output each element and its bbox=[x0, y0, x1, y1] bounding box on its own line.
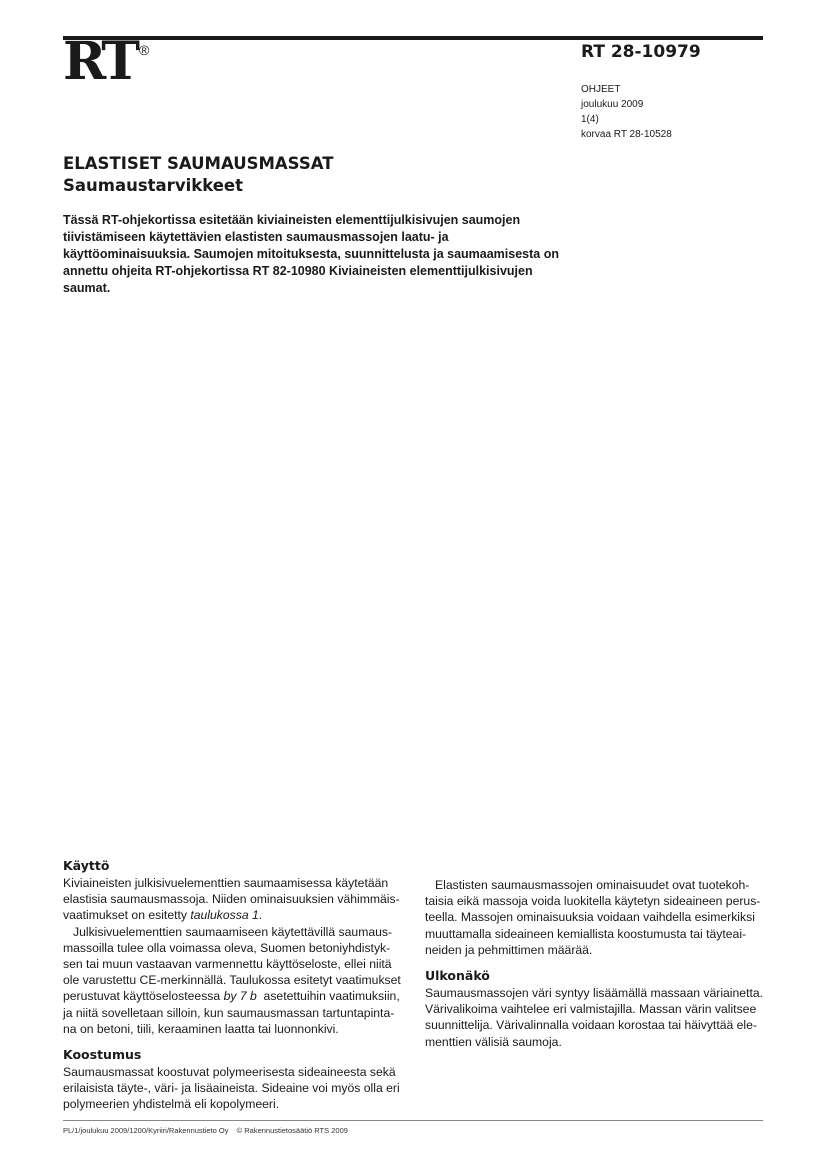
certificate-reference: by 7 b bbox=[223, 989, 257, 1004]
lead-line: tiivistämiseen käytettävien elastisten saumausmassojen laatu- ja bbox=[63, 230, 449, 244]
text-span: asetettuihin vaatimuksiin, bbox=[256, 989, 400, 1004]
lead-line: annettu ohjeita RT-ohjekortissa RT 82-10980 Kiviaineisten elementtijulkisivujen bbox=[63, 264, 533, 278]
text-line: Saumausmassojen väri syntyy lisäämällä massaan väriainetta. bbox=[425, 986, 764, 1001]
text-span: perustuvat käyttöselosteessa bbox=[63, 989, 224, 1004]
text-line: massoilla tulee olla voimassa oleva, Suomen betoniyhdistyk- bbox=[63, 940, 391, 955]
properties-paragraph bbox=[425, 877, 765, 958]
header-rule bbox=[63, 36, 763, 40]
text-line: erilaisista täyte-, väri- ja lisäaineista. Sideaine voi myös olla eri bbox=[63, 1081, 400, 1096]
lead-paragraph bbox=[63, 212, 559, 297]
table-reference: taulukossa 1 bbox=[190, 908, 259, 923]
kaytto-paragraph-2 bbox=[63, 924, 403, 1037]
text-line: neiden ja pehmittimen määrää. bbox=[425, 942, 593, 957]
text-line: Värivalikoima vaihtelee eri valmistajilla. Massan värin valitsee bbox=[425, 1002, 757, 1017]
kaytto-paragraph-1 bbox=[63, 875, 403, 924]
lead-line: käyttöominaisuuksia. Saumojen mitoituksesta, suunnittelusta ja saumaamisesta on bbox=[63, 247, 559, 261]
text-line: teella. Massojen ominaisuuksia voidaan vaihdella esimerkiksi bbox=[425, 910, 755, 925]
text-line: sen tai muun vastaavan varmennettu käyttöseloste, ellei niitä bbox=[63, 957, 392, 972]
text-line: na on betoni, tiili, keraaminen laatta tai luonnonkivi. bbox=[63, 1021, 339, 1036]
lead-line: saumat. bbox=[63, 281, 111, 295]
registered-mark: ® bbox=[139, 42, 150, 58]
footer-copyright: © Rakennustietosäätiö RTS 2009 bbox=[236, 1126, 348, 1135]
text-line: Kiviaineisten julkisivuelementtien saumaamisessa käytetään bbox=[63, 876, 389, 890]
text-line: Saumausmassat koostuvat polymeerisesta sideaineesta sekä bbox=[63, 1065, 396, 1080]
text-line: muuttamalla sideaineen kemiallista koostumusta tai täyteai- bbox=[425, 926, 747, 941]
text-line: taisia eikä massoja voida luokitella käytetyn sideaineen perus- bbox=[425, 894, 761, 909]
heading-koostumus: Koostumus bbox=[63, 1047, 142, 1063]
footer-code: PL/1/joulukuu 2009/1200/Kyriiri/Rakennustieto Oy bbox=[63, 1126, 229, 1135]
text-line: menttien välisiä saumoja. bbox=[425, 1034, 562, 1049]
text-line: suunnittelija. Värivalinnalla voidaan korostaa tai häivyttää ele- bbox=[425, 1018, 757, 1033]
lead-line: Tässä RT-ohjekortissa esitetään kiviaineisten elementtijulkisivujen saumojen bbox=[63, 213, 521, 227]
text-line: ja niitä sovelletaan silloin, kun saumausmassan tartuntapinta- bbox=[63, 1005, 395, 1020]
page-subtitle: Saumaustarvikkeet bbox=[63, 176, 244, 195]
heading-kaytto: Käyttö bbox=[63, 858, 110, 873]
left-column bbox=[63, 857, 403, 1113]
text-line bbox=[63, 907, 403, 923]
text-line: polymeerien yhdistelmä eli kopolymeeri. bbox=[63, 1097, 280, 1112]
footer-rule bbox=[63, 1120, 763, 1121]
right-column bbox=[425, 877, 765, 1050]
koostumus-paragraph bbox=[63, 1064, 403, 1113]
meta-date: joulukuu 2009 bbox=[581, 99, 644, 110]
text-span: . bbox=[258, 908, 263, 923]
heading-ulkonako: Ulkonäkö bbox=[425, 968, 490, 984]
page-title: ELASTISET SAUMAUSMASSAT bbox=[63, 154, 334, 173]
rt-logo: RT bbox=[63, 31, 136, 92]
document-number: RT 28-10979 bbox=[581, 42, 701, 62]
meta-replaces: korvaa RT 28-10528 bbox=[581, 129, 672, 140]
meta-pages: 1(4) bbox=[581, 114, 599, 125]
text-line bbox=[63, 988, 403, 1004]
footer bbox=[63, 1126, 348, 1135]
text-line: Elastisten saumausmassojen ominaisuudet ovat tuotekoh- bbox=[435, 878, 750, 892]
text-span: vaatimukset on esitetty bbox=[63, 908, 191, 923]
document-meta bbox=[581, 82, 672, 142]
text-line: elastisia saumausmassoja. Niiden ominaisuuksien vähimmäis- bbox=[63, 892, 400, 907]
ulkonako-paragraph bbox=[425, 985, 765, 1050]
text-line: Julkisivuelementtien saumaamiseen käytettävillä saumaus- bbox=[73, 924, 393, 939]
text-line: ole varustettu CE-merkinnällä. Taulukossa esitetyt vaatimukset bbox=[63, 973, 401, 988]
meta-category: OHJEET bbox=[581, 84, 621, 95]
